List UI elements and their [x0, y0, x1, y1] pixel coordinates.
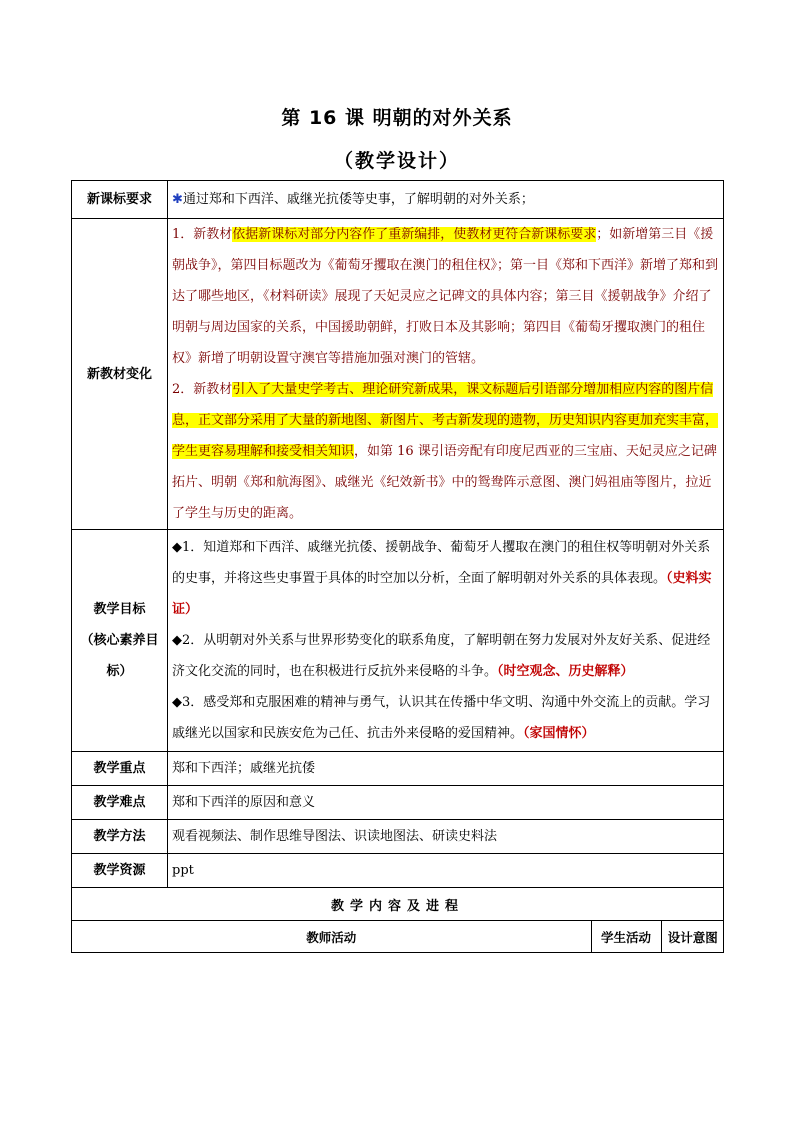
standard-row: [72, 181, 724, 219]
process-header: 教学内容及进程: [72, 888, 724, 921]
goals-row: [72, 530, 724, 752]
activity-columns: [72, 921, 724, 952]
page-title: 第 16 课 明朝的对外关系: [281, 107, 513, 129]
difficult-row: [72, 786, 724, 820]
textbook-label: 新教材变化: [72, 219, 168, 530]
design-intent-header: 设计意图: [667, 929, 718, 945]
goal-1: ◆1．知道郑和下西洋、戚继光抗倭、援朝战争、葡萄牙人攫取在澳门的租住权等明朝对外关系的史事，并将这些史事置于具体的时空加以分析，全面了解明朝对外关系的具体表现。（史料实证）: [172, 540, 712, 617]
goals-content: [168, 530, 724, 752]
goals-label: 教学目标 （核心素养目 标）: [72, 530, 168, 752]
columns-row: [72, 921, 724, 953]
key-label: 教学重点: [72, 752, 168, 786]
key-row: [72, 752, 724, 786]
difficult-content: 郑和下西洋的原因和意义: [168, 786, 724, 820]
standard-label: 新课标要求: [72, 181, 168, 219]
textbook-row: [72, 219, 724, 530]
key-content: 郑和下西洋；戚继光抗倭: [168, 752, 724, 786]
method-label: 教学方法: [72, 820, 168, 854]
method-content: 观看视频法、制作思维导图法、识读地图法、研读史料法: [168, 820, 724, 854]
textbook-paragraph-2: 2．新教材引入了大量史学考古、理论研究新成果，课文标题后引语部分增加相应内容的图片信息，正文部分采用了大量的新地图、新图片、考古新发现的遗物，历史知识内容更加充实丰富，学生更容易理解和接受相关知识，如第 16 课引语旁配有印度尼西亚的三宝庙、天妃灵应之记碑拓片、明朝《郑和航海图》、戚继光《纪效新书》中的鸳鸯阵示意图、澳门妈祖庙等图片，拉近了学生与历史的距离。: [172, 382, 719, 521]
goal-2: ◆2．从明朝对外关系与世界形势变化的联系角度，了解明朝在努力发展对外友好关系、促进经济文化交流的同时，也在积极进行反抗外来侵略的斗争。（时空观念、历史解释）: [172, 633, 711, 679]
resource-label: 教学资源: [72, 854, 168, 888]
process-row: [72, 888, 724, 921]
resource-row: [72, 854, 724, 888]
student-activity-header: 学生活动: [591, 921, 661, 952]
page-subtitle: （教学设计）: [333, 150, 460, 172]
textbook-content: [168, 219, 724, 530]
standard-content: ✱通过郑和下西洋、戚继光抗倭等史事，了解明朝的对外关系；: [168, 181, 724, 219]
lesson-plan-table: [71, 180, 724, 953]
textbook-paragraph-1: 1．新教材依据新课标对部分内容作了重新编排，使教材更符合新课标要求；如新增第三目《援朝战争》，第四目标题改为《葡萄牙攫取在澳门的租住权》；第一目《郑和下西洋》新增了郑和到达了哪些地区，《材料研读》展现了天妃灵应之记碑文的具体内容；第三目《援朝战争》介绍了明朝与周边国家的关系，中国援助朝鲜，打败日本及其影响；第四目《葡萄牙攫取澳门的租住权》新增了明朝设置守澳官等措施加强对澳门的管辖。: [172, 227, 719, 366]
star-icon: ✱: [172, 192, 183, 207]
resource-content: ppt: [168, 854, 724, 888]
method-row: [72, 820, 724, 854]
difficult-label: 教学难点: [72, 786, 168, 820]
teacher-activity-header: 教师活动: [72, 921, 591, 952]
goal-3: ◆3．感受郑和克服困难的精神与勇气，认识其在传播中华文明、沟通中外交流上的贡献。学习戚继光以国家和民族安危为己任、抗击外来侵略的爱国精神。（家国情怀）: [172, 695, 711, 741]
